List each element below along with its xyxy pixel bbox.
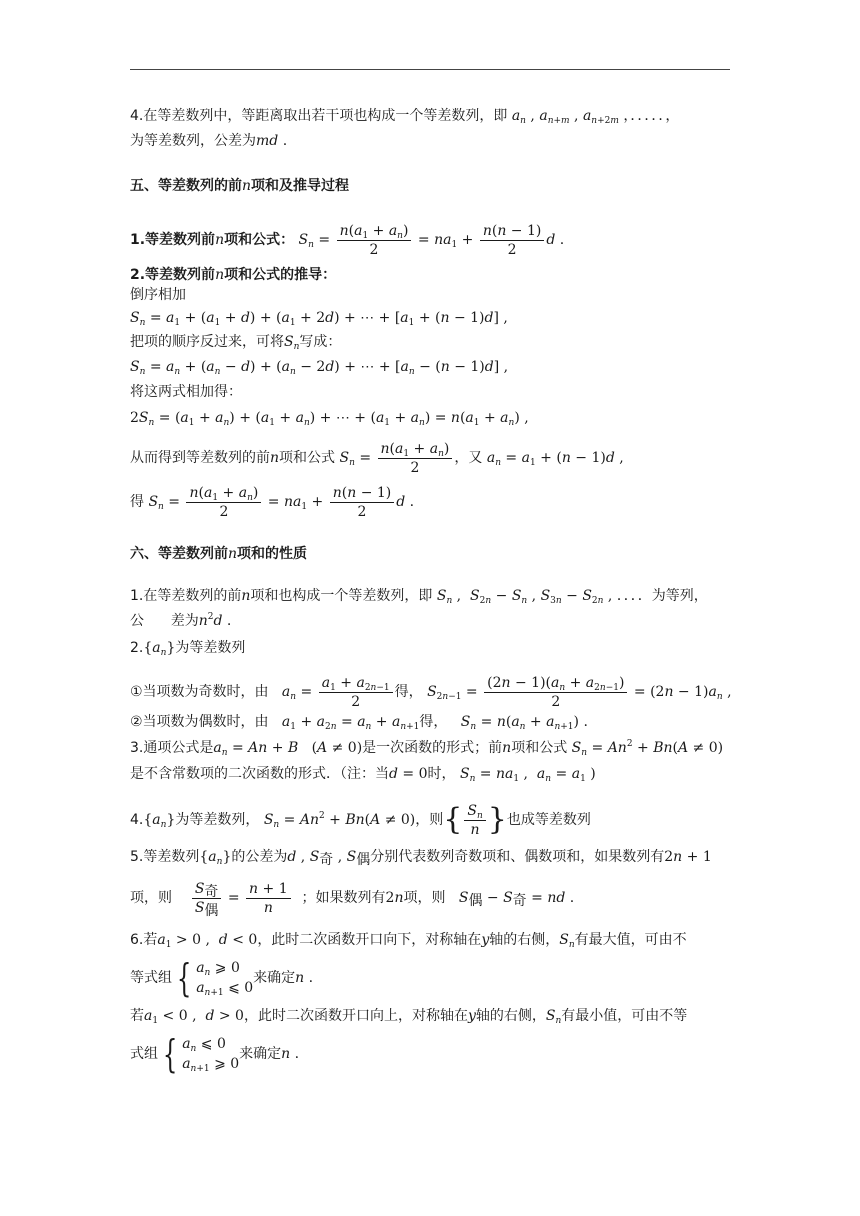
derivation-text-1: 倒序相加	[130, 287, 186, 303]
property-6-line1: 6.若$a_1 > 0$ , d < 0，此时二次函数开口向下，对称轴在y轴的右侧，$S_n$有最大值，可由不	[130, 932, 687, 950]
property-2-line1: $2.\{a_n\}$为等差数列	[130, 640, 246, 658]
property-6-line2: 等式组 { $a_n$ ⩾ 0 $a_{n+1}$ ⩽ 0 来确定n .	[130, 956, 314, 1000]
property-5-line1: 5.等差数列$\{a_n\}$的公差为d , $S_奇$ , $S_偶$分别代表数列奇数项和、偶数项和，如果数列有2n + 1	[130, 849, 712, 868]
section-6-heading: 六、等差数列前n项和的性质	[130, 546, 308, 562]
property-3-line2: 是不含常数项的二次函数的形式．（注：当d = 0时， $S_n = na_1$ , $a_n = a_1$ )	[130, 766, 596, 784]
property-2-even: ②当项数为偶数时，由 $a_1 + a_{2n} = a_n + a_{n+1}$得， $S_n = n(a_n + a_{n+1})$ .	[130, 714, 588, 732]
derivation-text-3: 将这两式相加得：	[130, 384, 242, 400]
derivation-eq-4: 从而得到等差数列的前n项和公式 $S_n$ = $\frac{n(a_1 + a_n)}{2}$ ，又 $a_n = a_1 + (n - 1)d$ ,	[130, 440, 624, 476]
derivation-eq-2: $S_n = a_n + (a_n - d) + (a_n - 2d)$ + ⋯ + $[a_n - (n - 1)d]$ ,	[130, 359, 509, 377]
derivation-eq-1: $S_n = a_1 + (a_1 + d) + (a_1 + 2d)$ + ⋯ + $[a_1 + (n - 1)d]$ ,	[130, 310, 508, 328]
item-4-line2: 为等差数列，公差为md .	[130, 133, 288, 149]
derivation-eq-3: $2S_n = (a_1 + a_n) + (a_1 + a_n)$ + ⋯ + $(a_1 + a_n) = n(a_1 + a_n)$ ,	[130, 410, 529, 428]
property-1-line1: 1.在等差数列的前n项和也构成一个等差数列，即 $S_n$ , $S_{2n} - S_n$ , $S_{3n} - S_{2n}$ , ．．．．为等列，	[130, 588, 708, 606]
property-1-line2: 公 差为$n^2d$ .	[130, 612, 232, 629]
header-rule	[130, 69, 730, 70]
derivation-label: 2.等差数列前n项和公式的推导：	[130, 267, 337, 283]
derivation-text-2: 把项的顺序反过来，可将$S_n$写成：	[130, 334, 342, 352]
derivation-eq-5: 得 $S_n$ = $\frac{n(a_1 + a_n)}{2}$ = $na_1$ + $\frac{n(n - 1)}{2}$ d .	[130, 484, 415, 520]
property-7-line1: 若$a_1 < 0$ , d > 0，此时二次函数开口向上，对称轴在y轴的右侧，$S_n$有最小值，可由不等	[130, 1008, 688, 1026]
formula-1: 1.等差数列前n项和公式： $S_n$ = $\frac{n(a_1 + a_n)}{2}$ = $na_1$ + $\frac{n(n - 1)}{2}$ d .	[130, 222, 565, 258]
property-2-odd: ①当项数为奇数时，由 $a_n$ = $\frac{a_1 + a_{2n-1}}{2}$ 得， $S_{2n-1}$ = $\frac{(2n - 1)(a_n + a_{2n-1})}{2}$ = $(2n - 1)a_n$ ,	[130, 674, 732, 710]
item-4-line1: 4.在等差数列中，等距离取出若干项也构成一个等差数列，即 $a_n$ , $a_{n+m}$ , $a_{n+2m}$ ，．．．．．，	[130, 108, 680, 126]
property-5-line2: 项，则 $S_奇$ $S_偶$ = $\frac{n + 1}{n}$ ；如果数列有2n项，则 $S_偶 - S_奇$ = nd .	[130, 880, 575, 919]
property-3-line1: 3.通项公式是$a_n = An + B$ (A ≠ 0)是一次函数的形式；前n项和公式 $S_n = An^2 + Bn(A \ne 0)$	[130, 739, 724, 758]
section-5-heading: 五、等差数列的前n项和及推导过程	[130, 178, 350, 194]
property-4: $4.\{a_n\}$为等差数列， $S_n = An^2 + Bn(A \ne 0)$，则{ $\frac{S_n}{n}$ }也成等差数列	[130, 802, 591, 838]
property-7-line2: 式组 { $a_n$ ⩽ 0 $a_{n+1}$ ⩾ 0 来确定n .	[130, 1032, 300, 1076]
